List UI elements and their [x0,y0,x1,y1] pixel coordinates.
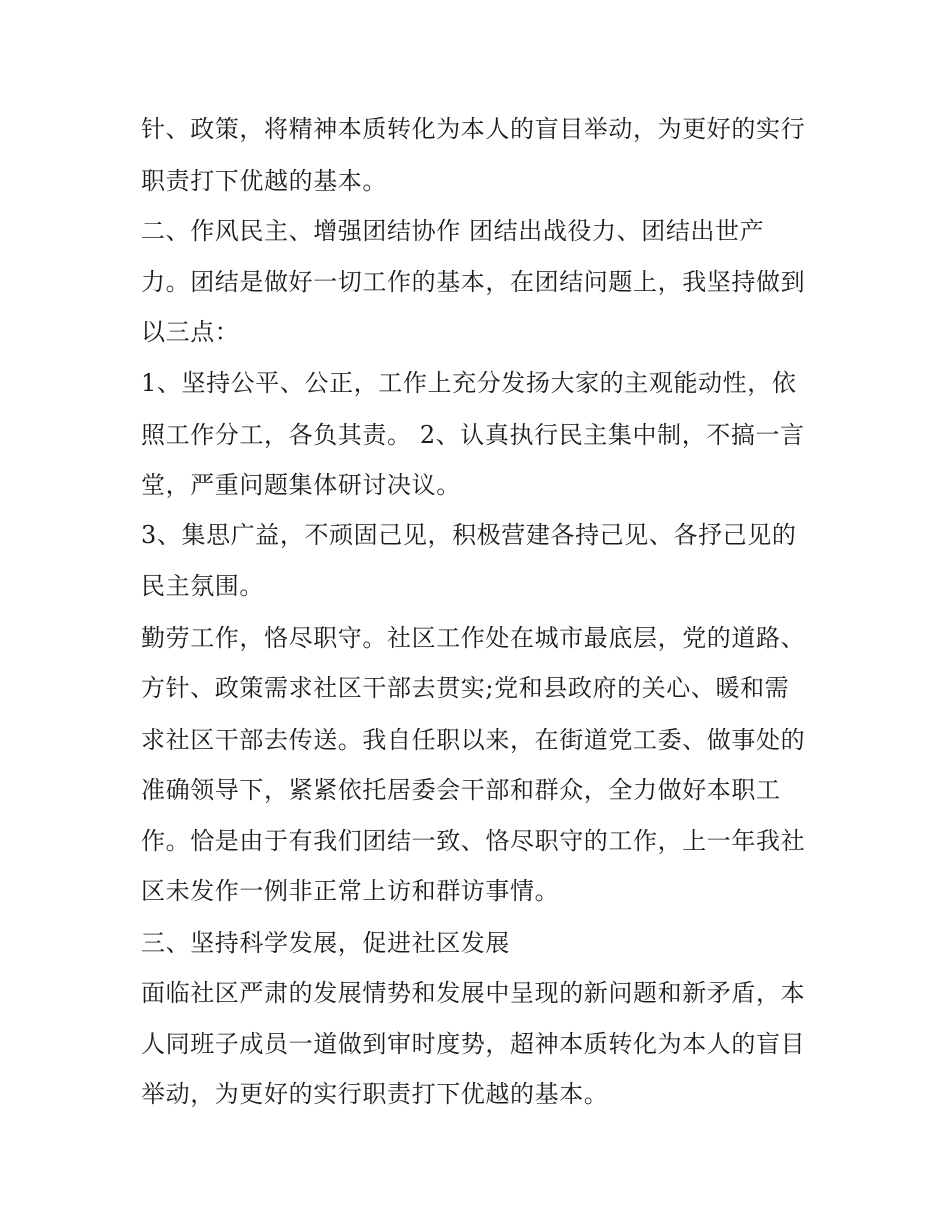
text-line: 区未发作一例非正常上访和群访事情。 [141,877,560,905]
text-line: 勤劳工作，恪尽职守。社区工作处在城市最底层，党的道路、 [141,624,806,652]
section-heading: 二、作风民主、增强团结协作 团结出战役力、团结出世产 [141,217,765,245]
text-line: 举动，为更好的实行职责打下优越的基本。 [141,1080,609,1108]
text-line: 准确领导下，紧紧依托居委会干部和群众，全力做好本职工 [141,776,781,804]
text-line: 方针、政策需求社区干部去贯实;党和县政府的关心、暖和需 [141,674,790,702]
list-item: 3、集思广益，不顽固己见，积极营建各持己见、各抒己见的 [141,521,797,549]
list-item: 1、坚持公平、公正，工作上充分发扬大家的主观能动性，依 [141,369,797,397]
text-line: 面临社区严肃的发展情势和发展中呈现的新问题和新矛盾，本 [141,979,806,1007]
text-line: 作。恰是由于有我们团结一致、恪尽职守的工作，上一年我社 [141,827,806,855]
text-line: 职责打下优越的基本。 [141,167,387,195]
list-item: 照工作分工，各负其责。 2、认真执行民主集中制，不搞一言 [141,421,805,449]
text-line: 以三点： [141,318,240,346]
text-line: 人同班子成员一道做到审时度势，超神本质转化为本人的盲目 [141,1030,806,1058]
text-line: 堂，严重问题集体研讨决议。 [141,471,461,499]
text-line: 针、政策，将精神本质转化为本人的盲目举动，为更好的实行 [141,115,806,143]
text-line: 民主氛围。 [141,572,264,600]
text-line: 求社区干部去传送。我自任职以来，在街道党工委、做事处的 [141,726,806,754]
section-heading: 三、坚持科学发展，促进社区发展 [141,929,510,957]
text-line: 力。团结是做好一切工作的基本，在团结问题上，我坚持做到 [141,268,806,296]
